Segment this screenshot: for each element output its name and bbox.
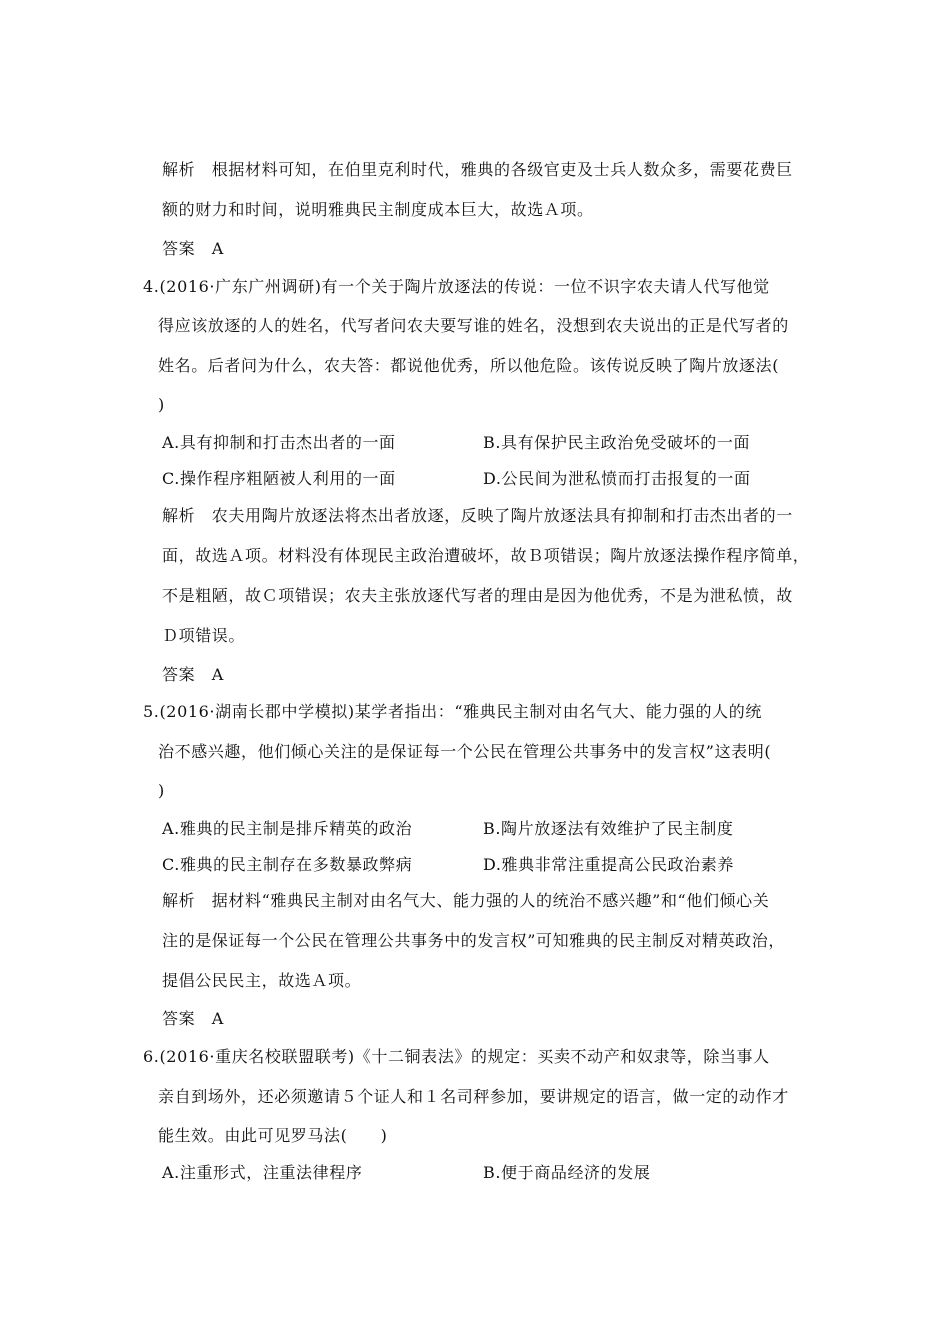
q4-option-c: C.操作程序粗陋被人利用的一面: [162, 469, 396, 488]
q4-analysis-line-3: 不是粗陋，故Ｃ项错误；农夫主张放逐代写者的理由是因为他优秀，不是为泄私愤，故: [162, 586, 793, 605]
q5-option-d: D.雅典非常注重提高公民政治素养: [483, 855, 734, 874]
q5-option-a: A.雅典的民主制是排斥精英的政治: [162, 819, 413, 838]
q5-option-c: C.雅典的民主制存在多数暴政弊病: [162, 855, 413, 874]
q4-option-d: D.公民间为泄私愤而打击报复的一面: [483, 469, 751, 488]
q4-stem-line-1: 4.(2016·广东广州调研)有一个关于陶片放逐法的传说：一位不识字农夫请人代写他觉: [143, 277, 770, 296]
q4-answer: 答案 A: [162, 665, 224, 684]
q4-option-a: A.具有抑制和打击杰出者的一面: [162, 433, 396, 452]
q4-stem-line-2: 得应该放逐的人的姓名，代写者问农夫要写谁的姓名，没想到农夫说出的正是代写者的: [158, 316, 789, 335]
q4-analysis-line-2: 面，故选Ａ项。材料没有体现民主政治遭破坏，故Ｂ项错误；陶片放逐法操作程序简单，: [162, 546, 810, 565]
q5-stem-line-1: 5.(2016·湖南长郡中学模拟)某学者指出：“雅典民主制对由名气大、能力强的人的统: [143, 702, 762, 721]
q6-stem-line-1: 6.(2016·重庆名校联盟联考)《十二铜表法》的规定：买卖不动产和奴隶等，除当事人: [143, 1047, 770, 1066]
q5-stem-line-3: ): [158, 781, 165, 800]
q3-analysis-line-1: 解析 根据材料可知，在伯里克利时代，雅典的各级官吏及士兵人数众多，需要花费巨: [162, 160, 793, 179]
q5-answer: 答案 A: [162, 1009, 224, 1028]
q5-analysis-line-3: 提倡公民民主，故选Ａ项。: [162, 971, 362, 990]
q6-stem-line-2: 亲自到场外，还必须邀请５个证人和１名司秤参加，要讲规定的语言，做一定的动作才: [158, 1087, 789, 1106]
q6-stem-line-3: 能生效。由此可见罗马法( ): [158, 1126, 388, 1145]
q3-analysis-line-2: 额的财力和时间，说明雅典民主制度成本巨大，故选Ａ项。: [162, 200, 594, 219]
q4-stem-line-3: 姓名。后者问为什么，农夫答：都说他优秀，所以他危险。该传说反映了陶片放逐法(: [158, 356, 780, 375]
q4-stem-line-4: ): [158, 395, 165, 414]
q5-option-b: B.陶片放逐法有效维护了民主制度: [483, 819, 734, 838]
q5-stem-line-2: 治不感兴趣，他们倾心关注的是保证每一个公民在管理公共事务中的发言权”这表明(: [158, 742, 772, 761]
q3-answer: 答案 A: [162, 239, 224, 258]
q6-option-b: B.便于商品经济的发展: [483, 1163, 651, 1182]
q5-analysis-line-1: 解析 据材料“雅典民主制对由名气大、能力强的人的统治不感兴趣”和“他们倾心关: [162, 891, 770, 910]
q4-option-b: B.具有保护民主政治免受破坏的一面: [483, 433, 751, 452]
q4-analysis-line-1: 解析 农夫用陶片放逐法将杰出者放逐，反映了陶片放逐法具有抑制和打击杰出者的一: [162, 506, 793, 525]
q6-option-a: A.注重形式，注重法律程序: [162, 1163, 363, 1182]
q5-analysis-line-2: 注的是保证每一个公民在管理公共事务中的发言权”可知雅典的民主制反对精英政治，: [162, 931, 785, 950]
q4-analysis-line-4: Ｄ项错误。: [162, 626, 246, 645]
